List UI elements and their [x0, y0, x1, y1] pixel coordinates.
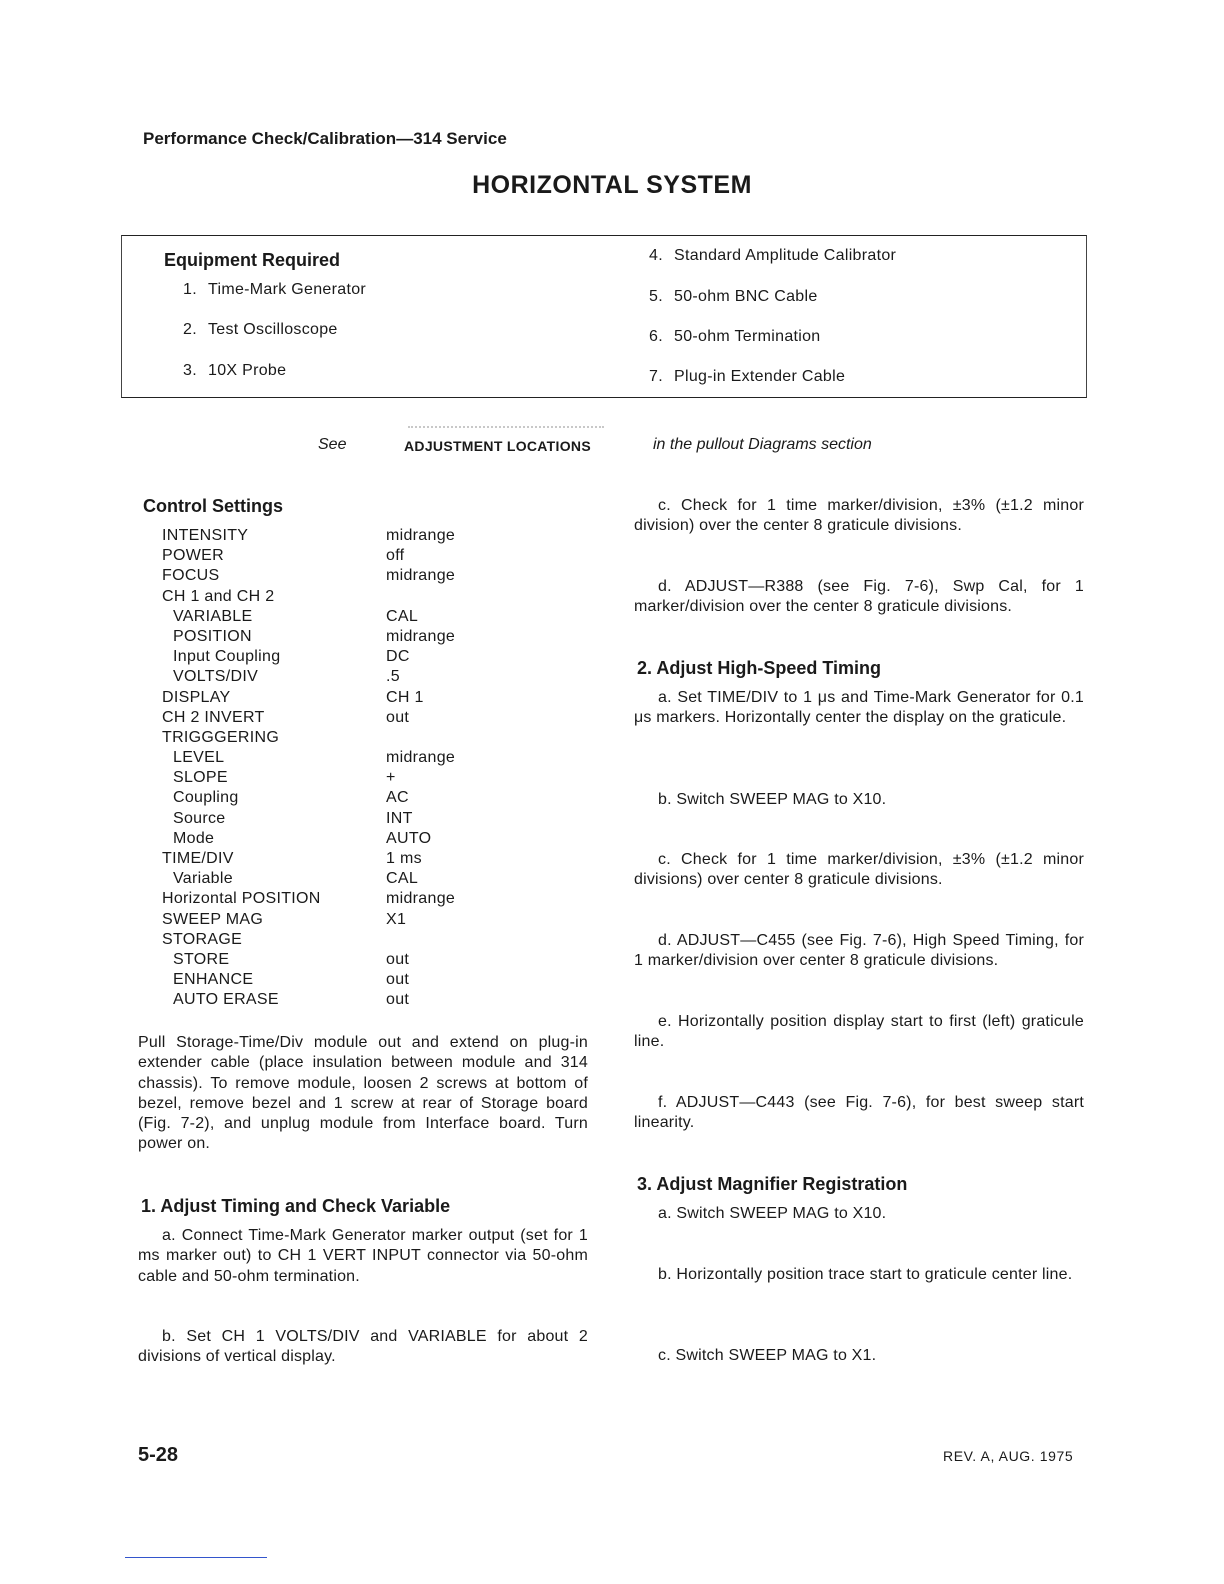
- step1-heading: 1. Adjust Timing and Check Variable: [141, 1196, 451, 1216]
- page-title: HORIZONTAL SYSTEM: [472, 171, 752, 199]
- control-value: CAL: [386, 870, 419, 888]
- control-value: midrange: [386, 890, 456, 908]
- control-value: 1 ms: [386, 850, 422, 867]
- control-value: out: [386, 991, 410, 1009]
- control-row: [162, 546, 455, 566]
- control-name: DISPLAY: [162, 688, 231, 706]
- control-row: [162, 910, 455, 930]
- pullout-reference-text: in the pullout Diagrams section: [653, 436, 872, 453]
- control-value: midrange: [386, 627, 456, 645]
- equipment-heading: Equipment Required: [164, 250, 341, 270]
- control-name: VARIABLE: [173, 607, 253, 625]
- control-name: POSITION: [173, 627, 252, 645]
- control-value: INT: [386, 809, 413, 827]
- control-name: TRIGGGERING: [162, 728, 280, 746]
- control-row: [162, 728, 455, 748]
- control-name: POWER: [162, 547, 224, 565]
- equipment-item-number: 2.: [183, 321, 197, 338]
- step2-c: c. Check for 1 time marker/division, ±3% (±1.2 minor divisions) over center 8 graticule divisions.: [634, 851, 1084, 889]
- control-value: AC: [386, 789, 409, 807]
- control-value: out: [386, 971, 410, 989]
- control-value: CH 1: [386, 688, 424, 706]
- control-row: [162, 688, 455, 708]
- control-value: X1: [386, 910, 407, 928]
- control-value: CAL: [386, 607, 419, 625]
- control-row: [162, 869, 455, 889]
- equipment-item-number: 6.: [649, 328, 663, 345]
- step3-a: a. Switch SWEEP MAG to X10.: [658, 1205, 887, 1222]
- step1-d: d. ADJUST—R388 (see Fig. 7-6), Swp Cal, for 1 marker/division over the center 8 graticule divisions.: [634, 578, 1084, 616]
- control-row: [162, 526, 455, 546]
- control-row: [162, 950, 455, 970]
- control-name: INTENSITY: [162, 527, 249, 544]
- control-name: STORAGE: [162, 930, 243, 948]
- control-name: Horizontal POSITION: [162, 890, 321, 908]
- revision-date: REV. A, AUG. 1975: [943, 1448, 1074, 1464]
- control-settings-table: [162, 526, 455, 1011]
- dotted-rule: [408, 426, 604, 428]
- step2-d: d. ADJUST—C455 (see Fig. 7-6), High Speed Timing, for 1 marker/division over center 8 graticule divisions.: [634, 932, 1084, 970]
- control-value: +: [386, 769, 396, 787]
- control-row: [162, 667, 455, 687]
- equipment-item-label: Time-Mark Generator: [208, 281, 367, 298]
- step3-c: c. Switch SWEEP MAG to X1.: [658, 1347, 877, 1364]
- control-name: Variable: [173, 870, 233, 888]
- control-value: .5: [386, 668, 400, 686]
- control-name: CH 1 and CH 2: [162, 587, 275, 605]
- pull-module-paragraph: Pull Storage-Time/Div module out and extend on plug-in extender cable (place insulation between module and 314 chassis). To remove module, loosen 2 screws at bottom of bezel, remove bezel and 1 screw at rear of Storage board (Fig. 7-2), and unplug module from Interface board. Turn power on.: [138, 1034, 588, 1153]
- equipment-item-number: 4.: [649, 247, 663, 264]
- control-row: [162, 829, 455, 849]
- control-row: [162, 748, 455, 768]
- see-text: See: [318, 436, 347, 453]
- page-number: 5-28: [138, 1444, 179, 1466]
- equipment-item-label: Standard Amplitude Calibrator: [674, 247, 897, 264]
- equipment-item: [649, 288, 818, 306]
- running-head: Performance Check/Calibration—314 Service: [143, 129, 507, 148]
- control-name: SLOPE: [173, 769, 228, 787]
- equipment-item-label: 50-ohm Termination: [674, 328, 821, 345]
- scan-edge-line: [125, 1557, 267, 1558]
- control-value: AUTO: [386, 829, 432, 847]
- control-row: [162, 607, 455, 627]
- step1-c: c. Check for 1 time marker/division, ±3% (±1.2 minor division) over the center 8 graticule divisions.: [634, 497, 1084, 535]
- equipment-item: [183, 362, 286, 380]
- control-name: Mode: [173, 829, 215, 847]
- step2-f: f. ADJUST—C443 (see Fig. 7-6), for best sweep start linearity.: [634, 1094, 1084, 1132]
- control-row: [162, 970, 455, 990]
- control-row: [162, 708, 455, 728]
- control-name: AUTO ERASE: [173, 991, 279, 1009]
- step2-a: a. Set TIME/DIV to 1 μs and Time-Mark Generator for 0.1 μs markers. Horizontally center the display on the graticule.: [634, 689, 1084, 727]
- control-row: [162, 627, 455, 647]
- control-name: Input Coupling: [173, 648, 281, 666]
- control-name: Source: [173, 809, 226, 827]
- step2-b: b. Switch SWEEP MAG to X10.: [658, 791, 887, 808]
- control-name: LEVEL: [173, 749, 225, 767]
- equipment-item: [183, 281, 366, 299]
- equipment-item-number: 7.: [649, 368, 663, 385]
- control-value: off: [386, 547, 405, 565]
- control-row: [162, 587, 455, 607]
- equipment-item: [649, 247, 896, 265]
- control-row: [162, 809, 455, 829]
- control-value: out: [386, 708, 410, 726]
- equipment-item-number: 3.: [183, 362, 197, 379]
- adjustment-locations-reference: ADJUSTMENT LOCATIONS: [404, 438, 591, 454]
- equipment-item: [649, 368, 845, 386]
- control-name: FOCUS: [162, 567, 220, 585]
- step1-b: b. Set CH 1 VOLTS/DIV and VARIABLE for about 2 divisions of vertical display.: [138, 1328, 588, 1366]
- equipment-item: [649, 328, 821, 346]
- control-row: [162, 930, 455, 950]
- control-row: [162, 788, 455, 808]
- control-value: midrange: [386, 749, 456, 767]
- control-value: out: [386, 950, 410, 968]
- control-settings-heading: Control Settings: [143, 496, 283, 516]
- equipment-item-label: 50-ohm BNC Cable: [674, 288, 818, 305]
- equipment-item-number: 1.: [183, 281, 197, 298]
- step3-b: b. Horizontally position trace start to graticule center line.: [658, 1266, 1073, 1283]
- control-row: [162, 990, 455, 1010]
- control-value: DC: [386, 648, 410, 666]
- control-row: [162, 647, 455, 667]
- control-row: [162, 849, 455, 869]
- control-name: ENHANCE: [173, 971, 254, 989]
- control-name: TIME/DIV: [162, 850, 234, 867]
- control-name: Coupling: [173, 789, 239, 807]
- control-name: STORE: [173, 950, 230, 968]
- control-row: [162, 566, 455, 586]
- equipment-item-label: Plug-in Extender Cable: [674, 368, 846, 385]
- control-name: CH 2 INVERT: [162, 708, 265, 726]
- step3-heading: 3. Adjust Magnifier Registration: [637, 1174, 908, 1194]
- equipment-item: [183, 321, 338, 339]
- equipment-item-number: 5.: [649, 288, 663, 305]
- control-value: midrange: [386, 527, 456, 544]
- step2-e: e. Horizontally position display start to first (left) graticule line.: [634, 1013, 1084, 1051]
- control-row: [162, 768, 455, 788]
- control-row: [162, 889, 455, 909]
- control-name: VOLTS/DIV: [173, 668, 259, 686]
- step1-a: a. Connect Time-Mark Generator marker output (set for 1 ms marker out) to CH 1 VERT INPUT connector via 50-ohm cable and 50-ohm termination.: [138, 1227, 588, 1285]
- step2-heading: 2. Adjust High-Speed Timing: [637, 658, 882, 678]
- equipment-item-label: 10X Probe: [208, 362, 287, 379]
- equipment-item-label: Test Oscilloscope: [208, 321, 338, 338]
- control-name: SWEEP MAG: [162, 910, 264, 928]
- control-value: midrange: [386, 567, 456, 585]
